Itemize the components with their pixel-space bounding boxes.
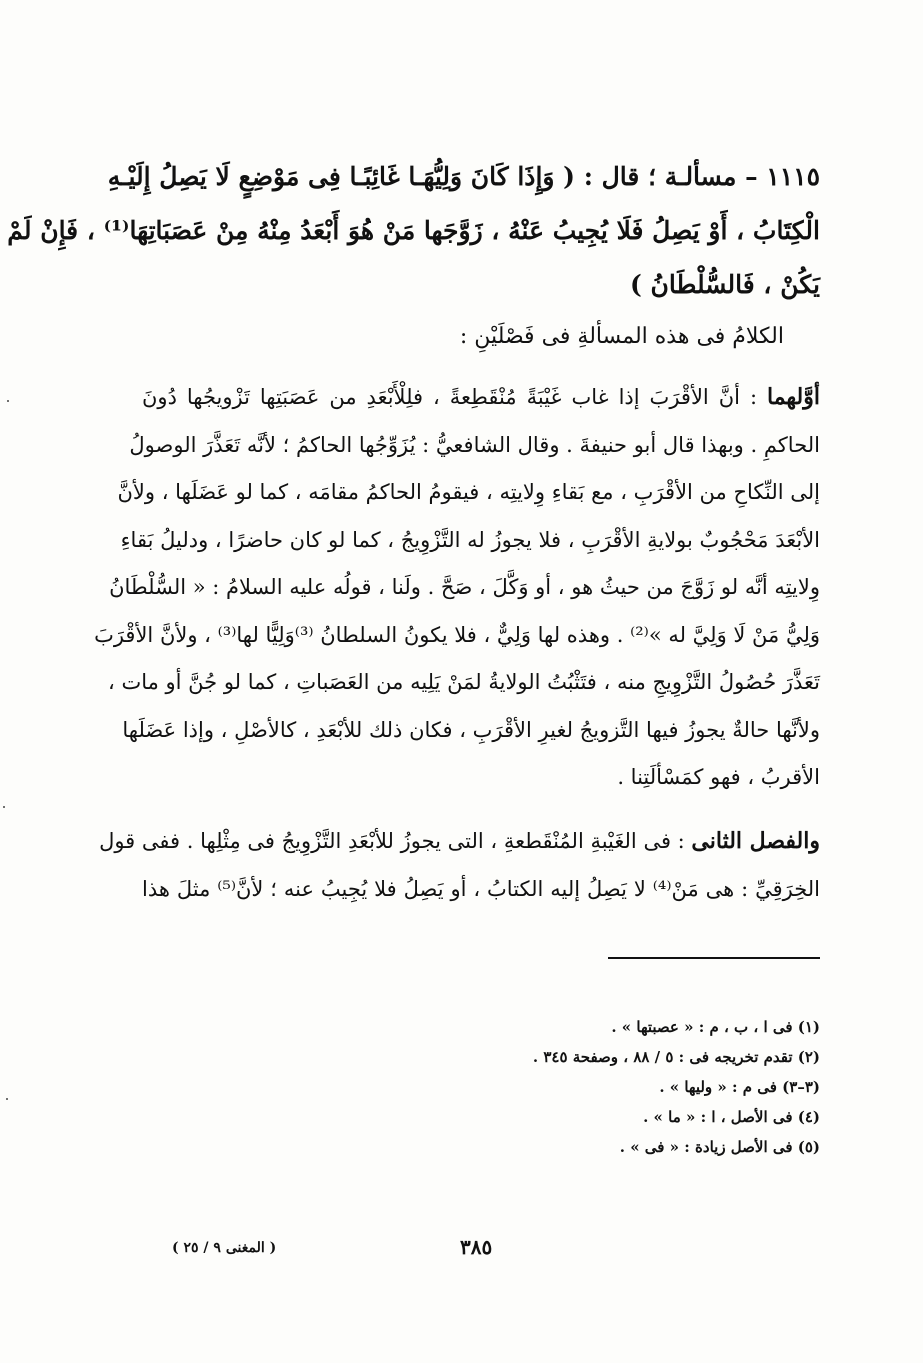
scan-speck — [7, 400, 9, 402]
footnote: (٤) فى الأصل ، ا : « ما » . — [643, 1108, 820, 1126]
footnote: (٢) تقدم تخريجه فى : ٥ / ٨٨ ، وصفحة ٣٤٥ . — [532, 1048, 820, 1066]
section-two-paragraph — [99, 818, 820, 913]
masala-line: يَكُنْ ، فَالسُّلْطَانُ ) — [629, 270, 820, 299]
page-number: ٣٨٥ — [460, 1235, 493, 1259]
footnote: (١) فى ا ، ب ، م : « عصبتها » . — [611, 1018, 820, 1036]
scan-speck — [6, 1098, 8, 1100]
masala-line: ١١١٥ – مسألـة ؛ قال : ( وَإِذَا كَانَ وَلِيُّهَـا غَائِبًـا فِى مَوْضِعٍ لَا يَصِلُ إِلَيْـهِ — [107, 162, 820, 191]
intro-text — [142, 316, 820, 358]
footnote: (٣–٣) فى م : « وليها » . — [659, 1078, 820, 1096]
paragraph-line: الحاكمِ . وبهذا قال أبو حنيفةَ . وقال الشافعيُّ : يُزَوِّجُها الحاكمُ ؛ لأنَّه تَعَذَّرَ الوصولُ — [129, 432, 820, 457]
footnote: (٥) فى الأصل زيادة : « فى » . — [619, 1138, 820, 1156]
paragraph-line: إلى النِّكاحِ من الأقْرَبِ ، مع بَقاءِ وِلايتِه ، فيقومُ الحاكمُ مقامَه ، كما لو عَضَلَها ، ولأنَّ — [117, 480, 820, 504]
paragraph-line: تَعَذَّرَ حُصُولُ التَّزْوِيجِ منه ، فتَثْبُتُ الولايةُ لمَنْ يَلِيه من العَصَباتِ ، كما لو جُنَّ أو مات ، — [107, 670, 820, 694]
intro-line: الكلامُ فى هذه المسألةِ فى فَصْلَيْنِ : — [459, 324, 784, 349]
paragraph-line: الأبْعَدَ مَحْجُوبٌ بولايةِ الأقْرَبِ ، فلا يجوزُ له التَّزْوِيجُ ، كما لو كان حاضرًا ، ودليلُ بَقاءِ — [120, 527, 820, 552]
footnotes — [300, 1012, 820, 1162]
masala-text — [7, 150, 820, 312]
paragraph-line: ولأنَّها حالةٌ يجوزُ فيها التَّزويجُ لغيرِ الأقْرَبِ ، فكان ذلك للأبْعَدِ ، كالأصْلِ ، وإذا عَضَلَها — [122, 717, 820, 742]
paragraph-line: أوَّلهما : أنَّ الأقْرَبَ إذا غاب غَيْبَةً مُنْقَطِعةً ، فلِلْأَبْعَدِ من عَصَبَتِها تَزْويجُها دُونَ — [142, 384, 820, 410]
paragraph-line: وَلِيُّ مَنْ لَا وَلِيَّ له »⁽²⁾ . وهذه لها وَلِيٌّ ، فلا يكونُ السلطانُ ⁽³⁾وَلِيًّا لها⁽³⁾ ، ولأنَّ الأقْرَبَ — [94, 622, 820, 647]
scan-speck — [3, 806, 5, 808]
paragraph-line: والفصل الثانى : فى الغَيْبةِ المُنْقَطعةِ ، التى يجوزُ للأبْعَدِ التَّزْوِيجُ فى مِثْلِها . ففى قول — [99, 828, 820, 854]
section-one-heading: أوَّلهما — [766, 384, 820, 410]
paragraph-line: وِلايتِه أنَّه لو زَوَّجَ من حيثُ هو ، أو وَكَّلَ ، صَحَّ . ولَنا ، قولُه عليه السلامُ : « السُّلْطَانُ — [109, 575, 820, 599]
section-two-heading: والفصل الثانى — [691, 828, 820, 854]
volume-reference: ( المغنى ٩ / ٢٥ ) — [172, 1240, 277, 1256]
paragraph-line: الأقربُ ، فهو كمَسْألَتِنا . — [617, 765, 820, 789]
section-one-paragraph — [94, 374, 820, 802]
masala-line: الْكِتَابُ ، أَوْ يَصِلُ فَلَا يُجِيبُ عَنْهُ ، زَوَّجَها مَنْ هُوَ أَبْعَدُ مِنْهُ مِنْ عَصَبَاتِهَا⁽¹⁾ ، فَإِنْ لَمْ — [7, 216, 820, 245]
footnote-separator — [608, 957, 820, 959]
paragraph-line: الخِرَقِيِّ : هى مَنْ⁽⁴⁾ لا يَصِلُ إليه الكتابُ ، أو يَصِلُ فلا يُجِيبُ عنه ؛ لأنَّ⁽⁵⁾ مثلَ هذا — [142, 876, 820, 901]
